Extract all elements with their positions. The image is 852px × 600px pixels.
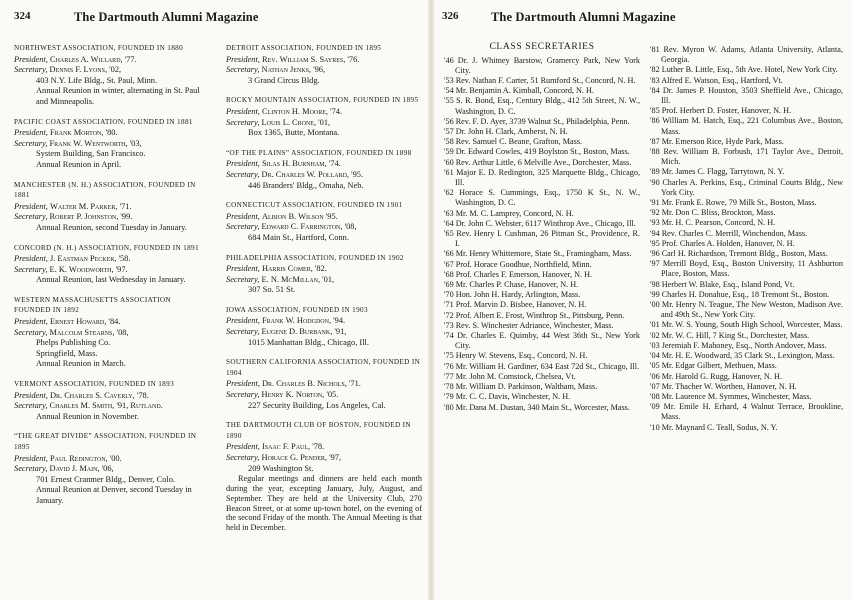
association-heading: PACIFIC COAST ASSOCIATION, FOUNDED IN 1881	[14, 117, 193, 126]
association-block	[14, 431, 206, 506]
officer-address: 227 Security Building, Los Angeles, Cal.	[248, 400, 386, 410]
officer-address: 403 N.Y. Life Bldg., St. Paul, Minn.	[36, 75, 158, 85]
association-block	[226, 253, 422, 296]
officer-role: President,	[226, 106, 260, 116]
association-block	[14, 379, 206, 422]
officer-line	[226, 55, 422, 66]
officer-line	[226, 222, 422, 233]
officer-address: Phelps Publishing Co.	[36, 338, 111, 348]
officer-role: Secretary,	[14, 401, 48, 411]
class-secretary-entry: '61 Major E. D. Redington, 325 Marquette Bldg., Chicago, Ill.	[444, 167, 640, 188]
class-secretary-entry: '59 Dr. Edward Cowles, 419 Boylston St., Boston, Mass.	[444, 147, 630, 157]
class-secretary-entry: '07 Mr. Thacher W. Worthen, Hanover, N. H.	[650, 381, 797, 391]
section-title: CLASS SECRETARIES	[489, 41, 595, 52]
officer-role: President,	[14, 254, 48, 264]
officer-role: President,	[226, 211, 260, 221]
association-heading: NORTHWEST ASSOCIATION, FOUNDED IN 1880	[14, 44, 184, 52]
page-number: 326	[442, 10, 459, 22]
officer-name: Dr. Charles S. Caverly, '78.	[49, 390, 149, 400]
officer-role: President,	[14, 128, 48, 138]
officer-name: Henry K. Norton, '05.	[261, 390, 339, 400]
class-secretary-entry: '96 Carl H. Richardson, Tremont Bldg., Boston, Mass.	[650, 249, 828, 259]
officer-name: E. N. McMillan, '01,	[261, 274, 335, 284]
association-heading: THE DARTMOUTH CLUB OF BOSTON, FOUNDED IN 1890	[226, 421, 411, 440]
officer-role: Secretary,	[226, 65, 260, 75]
reunion-note: Annual Reunion in April.	[36, 159, 122, 169]
officer-line	[226, 453, 422, 464]
class-secretary-entry: '88 Rev. William B. Forbush, 171 Taylor Ave., Detroit, Mich.	[650, 147, 843, 167]
officer-role: President,	[226, 264, 260, 274]
right-page	[432, 0, 852, 600]
officer-role: Secretary,	[14, 264, 48, 274]
association-heading: CONNECTICUT ASSOCIATION, FOUNDED IN 1901	[226, 201, 403, 210]
officer-name: Ernest Howard, '84.	[49, 317, 121, 327]
association-heading: “THE GREAT DIVIDE” ASSOCIATION, FOUNDED IN 1895	[14, 432, 197, 451]
class-secretary-entry: '81 Rev. Myron W. Adams, Atlanta University, Atlanta, Georgia.	[650, 45, 843, 65]
officer-line	[226, 107, 422, 118]
class-secretary-entry: '00 Mr. Henry N. Teague, The New Weston, Madison Ave. and 49th St., New York City.	[650, 300, 843, 320]
association-block	[14, 180, 206, 234]
officer-line	[14, 128, 206, 139]
association-block	[226, 357, 422, 411]
class-secretary-entry: '08 Mr. Laurence M. Symmes, Winchester, Mass.	[650, 391, 812, 401]
class-secretary-entry: '06 Mr. Harold G. Rugg, Hanover, N. H.	[650, 371, 782, 381]
association-heading: VERMONT ASSOCIATION, FOUNDED IN 1893	[14, 380, 175, 389]
class-secretary-entry: '67 Prof. Horace Goodhue, Northfield, Minn.	[444, 259, 592, 269]
officer-line	[14, 55, 206, 66]
officer-address: Box 1365, Butte, Montana.	[248, 128, 340, 138]
reunion-note: Annual Reunion in November.	[36, 411, 139, 421]
class-secretary-entry: '58 Rev. Samuel C. Beane, Grafton, Mass.	[444, 137, 583, 147]
class-secretary-entry: '87 Mr. Emerson Rice, Hyde Park, Mass.	[650, 136, 784, 146]
officer-line	[226, 442, 422, 453]
officer-role: Secretary,	[14, 212, 48, 222]
class-secretary-entry: '64 Dr. John C. Webster, 6117 Winthrop Ave., Chicago, Ill.	[444, 218, 636, 228]
running-title: The Dartmouth Alumni Magazine	[491, 10, 676, 24]
officer-line	[226, 275, 422, 286]
class-secretary-entry: '85 Prof. Herbert D. Foster, Hanover, N. H.	[650, 106, 792, 116]
class-secretary-entry: '04 Mr. H. E. Woodward, 35 Clark St., Lexington, Mass.	[650, 351, 835, 361]
officer-line	[226, 159, 422, 170]
officer-line	[14, 401, 206, 412]
officer-line	[226, 379, 422, 390]
reunion-note: Annual Reunion at Denver, second Tuesday in January.	[36, 485, 192, 505]
class-secretary-entry: '57 Dr. John H. Clark, Amherst, N. H.	[444, 127, 568, 137]
class-secretary-entry: '09 Mr. Emile H. Erhard, 4 Walnut Terrace, Brookline, Mass.	[650, 402, 843, 422]
class-secretary-entry: '60 Rev. Arthur Little, 6 Melville Ave., Dorchester, Mass.	[444, 157, 632, 167]
officer-line	[226, 390, 422, 401]
officer-role: President,	[14, 390, 48, 400]
officer-name: Dennis F. Lyons, '02,	[49, 65, 122, 75]
officer-line	[14, 328, 206, 339]
association-block	[226, 95, 422, 138]
association-heading: CONCORD (N. H.) ASSOCIATION, FOUNDED IN 1891	[14, 243, 199, 252]
class-secretary-entry: '90 Charles A. Perkins, Esq., Criminal Courts Bldg., New York City.	[650, 177, 843, 197]
officer-role: Secretary,	[14, 327, 48, 337]
running-title: The Dartmouth Alumni Magazine	[74, 10, 259, 24]
class-secretary-entry: '98 Herbert W. Blake, Esq., Island Pond, Vt.	[650, 279, 795, 289]
officer-line	[14, 212, 206, 223]
class-secretary-entry: '93 Mr. H. C. Pearson, Concord, N. H.	[650, 218, 776, 228]
officer-role: Secretary,	[14, 138, 48, 148]
class-secretary-entry: '73 Rev. S. Winchester Adriance, Winchester, Mass.	[444, 320, 614, 330]
officer-name: Frank W. Hodgdon, '94.	[261, 316, 346, 326]
officer-role: President,	[226, 379, 260, 389]
association-block	[226, 43, 422, 86]
class-secretary-entry: '05 Mr. Edgar Gilbert, Methuen, Mass.	[650, 361, 777, 371]
officer-role: Secretary,	[14, 464, 48, 474]
class-secretary-entry: '95 Prof. Charles A. Holden, Hanover, N. H.	[650, 238, 795, 248]
officer-line	[14, 391, 206, 402]
officer-address: Springfield, Mass.	[36, 348, 98, 358]
associations-column-1	[14, 43, 206, 516]
officer-address: 1015 Manhattan Bldg., Chicago, Ill.	[248, 337, 369, 347]
officer-role: President,	[226, 159, 260, 169]
officer-line	[226, 327, 422, 338]
associations-column-2	[226, 43, 422, 542]
officer-name: Louis L. Crone, '01,	[261, 117, 331, 127]
association-block	[226, 305, 422, 348]
association-block	[14, 117, 206, 171]
class-secretary-entry: '03 Jeremiah F. Mahoney, Esq., North Andover, Mass.	[650, 340, 827, 350]
officer-role: President,	[226, 442, 260, 452]
class-secretary-entry: '77 Mr. John M. Comstock, Chelsea, Vt.	[444, 371, 576, 381]
officer-role: President,	[226, 316, 260, 326]
officer-line	[14, 254, 206, 265]
officer-name: Robert P. Johnston, '99.	[49, 212, 133, 222]
officer-role: President,	[14, 201, 48, 211]
class-secretary-entry: '71 Prof. Marvin D. Bisbee, Hanover, N. H.	[444, 300, 587, 310]
officer-role: Secretary,	[226, 274, 260, 284]
association-heading: IOWA ASSOCIATION, FOUNDED IN 1903	[226, 305, 368, 314]
officer-name: E. K. Woodworth, '97.	[49, 264, 128, 274]
class-secretary-entry: '01 Mr. W. S. Young, South High School, Worcester, Mass.	[650, 320, 843, 330]
officer-name: Dr. Charles B. Nichols, '71.	[261, 379, 361, 389]
officer-role: Secretary,	[14, 65, 48, 75]
officer-address: 701 Ernest Cranmer Bldg., Denver, Colo.	[36, 474, 175, 484]
officer-name: Albion B. Wilson '95.	[261, 211, 338, 221]
association-block	[14, 243, 206, 286]
class-secretary-entry: '70 Hon. John H. Hardy, Arlington, Mass.	[444, 290, 581, 300]
officer-address: 307 So. 51 St.	[248, 285, 296, 295]
officer-name: Rev. William S. Sayres, '76.	[261, 54, 360, 64]
association-heading: “OF THE PLAINS” ASSOCIATION, FOUNDED IN 1898	[226, 148, 412, 157]
officer-name: Charles A. Willard, '77.	[49, 54, 137, 64]
class-secretary-entry: '72 Prof. Albert E. Frost, Winthrop St., Pittsburg, Penn.	[444, 310, 625, 320]
class-secretary-entry: '75 Henry W. Stevens, Esq., Concord, N. H.	[444, 351, 588, 361]
officer-line	[14, 65, 206, 76]
officer-line	[226, 65, 422, 76]
secretaries-column-2	[650, 45, 843, 433]
association-heading: PHILADELPHIA ASSOCIATION, FOUNDED IN 1902	[226, 253, 404, 262]
reunion-note: Annual Reunion, last Wednesday in January.	[36, 275, 186, 285]
officer-name: Paul Redington, '00.	[49, 453, 122, 463]
reunion-note: Annual Reunion in winter, alternating in St. Paul and Minneapolis.	[36, 86, 200, 106]
officer-line	[226, 316, 422, 327]
class-secretary-entry: '91 Mr. Frank E. Rowe, 79 Milk St., Boston, Mass.	[650, 198, 817, 208]
class-secretary-entry: '46 Dr. J. Whitney Barstow, Gramercy Park, New York City.	[444, 55, 640, 75]
class-secretary-entry: '84 Dr. James P. Houston, 3503 Sheffield Ave., Chicago, Ill.	[650, 85, 843, 106]
officer-name: David J. Main, '06,	[49, 464, 114, 474]
class-secretary-entry: '02 Mr. W. C. Hill, 7 King St., Dorchester, Mass.	[650, 330, 810, 340]
officer-line	[14, 265, 206, 276]
officer-line	[226, 212, 422, 223]
class-secretary-entry: '54 Mr. Benjamin A. Kimball, Concord, N. H.	[444, 86, 594, 96]
association-heading: WESTERN MASSACHUSETTS ASSOCIATION FOUNDED IN 1892	[14, 295, 171, 315]
officer-name: Edward C. Farrington, '08,	[261, 222, 357, 232]
reunion-note: Annual Reunion, second Tuesday in January.	[36, 222, 187, 232]
officer-address: 209 Washington St.	[248, 463, 314, 473]
class-secretary-entry: '83 Alfred E. Watson, Esq., Hartford, Vt.	[650, 75, 783, 85]
class-secretary-entry: '76 Mr. William H. Gardiner, 634 East 72d St., Chicago, Ill.	[444, 361, 640, 371]
class-secretary-entry: '74 Dr. Charles E. Quimby, 44 West 36th St., New York City.	[444, 331, 640, 351]
class-secretary-entry: '80 Mr. Dana M. Dustan, 340 Main St., Worcester, Mass.	[444, 402, 630, 412]
officer-role: Secretary,	[226, 327, 260, 337]
officer-line	[14, 139, 206, 150]
officer-role: President,	[226, 54, 260, 64]
association-block	[226, 200, 422, 243]
association-heading: SOUTHERN CALIFORNIA ASSOCIATION, FOUNDED IN 1904	[226, 358, 421, 377]
officer-name: Harris Comer, '82.	[261, 264, 327, 274]
class-secretary-entry: '86 William M. Hatch, Esq., 221 Columbus Ave., Boston, Mass.	[650, 116, 843, 136]
officer-name: Silas H. Burnham, '74.	[261, 159, 341, 169]
class-secretary-entry: '92 Mr. Don C. Bliss, Brockton, Mass.	[650, 208, 776, 218]
class-secretary-entry: '68 Prof. Charles F. Emerson, Hanover, N. H.	[444, 269, 593, 279]
officer-name: Dr. Charles W. Pollard, '95.	[261, 169, 364, 179]
officer-name: Nathan Jenks, '96,	[261, 65, 326, 75]
class-secretary-entry: '99 Charles H. Donahue, Esq., 18 Tremont St., Boston.	[650, 289, 830, 299]
officer-name: Horace G. Pender, '97,	[261, 453, 342, 462]
officer-name: Isaac F. Paul, '78.	[261, 442, 325, 452]
officer-address: 3 Grand Circus Bldg.	[248, 75, 320, 85]
page-number: 324	[14, 10, 31, 22]
officer-name: Clinton H. Moore, '74.	[261, 106, 343, 116]
officer-line	[14, 464, 206, 475]
officer-role: Secretary,	[226, 169, 260, 179]
officer-address: System Building, San Francisco.	[36, 149, 146, 159]
officer-name: Eugene D. Burbank, '91,	[261, 327, 347, 337]
class-secretary-entry: '56 Rev. F. D. Ayer, 3739 Walnut St., Philadelphia, Penn.	[444, 116, 630, 126]
class-secretary-entry: '53 Rev. Nathan F. Carter, 51 Rumford St., Concord, N. H.	[444, 76, 636, 85]
association-block	[14, 295, 206, 370]
association-heading: ROCKY MOUNTAIN ASSOCIATION, FOUNDED IN 1895	[226, 96, 419, 105]
officer-name: Frank Morton, '80.	[49, 128, 118, 138]
officer-name: J. Eastman Pecker, '58.	[49, 254, 131, 264]
officer-role: Secretary,	[226, 390, 260, 400]
class-secretary-entry: '97 Merrill Boyd, Esq., Boston University, 11 Ashburton Place, Boston, Mass.	[650, 259, 843, 279]
association-block	[226, 420, 422, 533]
class-secretary-entry: '94 Rev. Charles C. Merrill, Winchendon, Mass.	[650, 228, 808, 238]
association-block	[14, 43, 206, 108]
class-secretary-entry: '79 Mr. C. C. Davis, Winchester, N. H.	[444, 392, 571, 402]
class-secretary-entry: '78 Mr. William D. Parkinson, Waltham, Mass.	[444, 382, 598, 392]
officer-name: Walter M. Parker, '71.	[49, 201, 132, 211]
class-secretary-entry: '55 S. R. Bond, Esq., Century Bldg., 412 5th Street, N. W., Washington, D. C.	[444, 96, 640, 116]
officer-role: Secretary,	[226, 117, 260, 127]
officer-role: President,	[14, 453, 48, 463]
officer-role: President,	[14, 317, 48, 327]
secretaries-column-1	[444, 42, 640, 413]
association-heading: MANCHESTER (N. H.) ASSOCIATION, FOUNDED IN 1881	[14, 180, 196, 200]
class-secretary-entry: '89 Mr. James C. Flagg, Tarrytown, N. Y.	[650, 167, 785, 177]
officer-name: Charles M. Smith, '91, Rutland.	[49, 401, 163, 411]
officer-line	[14, 317, 206, 328]
association-heading: DETROIT ASSOCIATION, FOUNDED IN 1895	[226, 44, 382, 52]
officer-address: 446 Branders' Bldg., Omaha, Neb.	[248, 180, 364, 190]
class-secretary-entry: '63 Mr. M. C. Lamprey, Concord, N. H.	[444, 208, 574, 218]
reunion-note: Annual Reunion in March.	[36, 359, 126, 369]
officer-line	[226, 118, 422, 129]
association-block	[226, 148, 422, 191]
officer-line	[14, 202, 206, 213]
officer-line	[226, 170, 422, 181]
officer-address: 684 Main St., Hartford, Conn.	[248, 232, 349, 242]
class-secretary-entry: '10 Mr. Maynard C. Teall, Sodus, N. Y.	[650, 422, 778, 432]
class-secretary-entry: '66 Mr. Henry Whittemore, State St., Framingham, Mass.	[444, 249, 632, 259]
officer-role: President,	[14, 54, 48, 64]
officer-name: Frank W. Wentworth, '03,	[49, 138, 142, 148]
class-secretary-entry: '62 Horace S. Cummings, Esq., 1750 K St., N. W., Washington, D. C.	[444, 188, 640, 208]
club-meetings-paragraph: Regular meetings and dinners are held each month during the year, excepting January, July, August, and September. They are held at the University Club, 270 Beacon Street, or at some up-town hotel, on the evening of the second Friday of the month. The Annual Meeting is that held in December.	[226, 474, 422, 533]
officer-role: Secretary,	[226, 453, 260, 462]
class-secretary-entry: '69 Mr. Charles P. Chase, Hanover, N. H.	[444, 280, 579, 290]
officer-line	[226, 264, 422, 275]
officer-line	[14, 454, 206, 465]
officer-role: Secretary,	[226, 222, 260, 232]
officer-name: Malcolm Stearns, '08,	[49, 327, 129, 337]
class-secretary-entry: '65 Rev. Henry I. Cushman, 26 Pitman St., Providence, R. I.	[444, 229, 640, 249]
class-secretary-entry: '82 Luther B. Little, Esq., 5th Ave. Hotel, New York City.	[650, 65, 838, 75]
